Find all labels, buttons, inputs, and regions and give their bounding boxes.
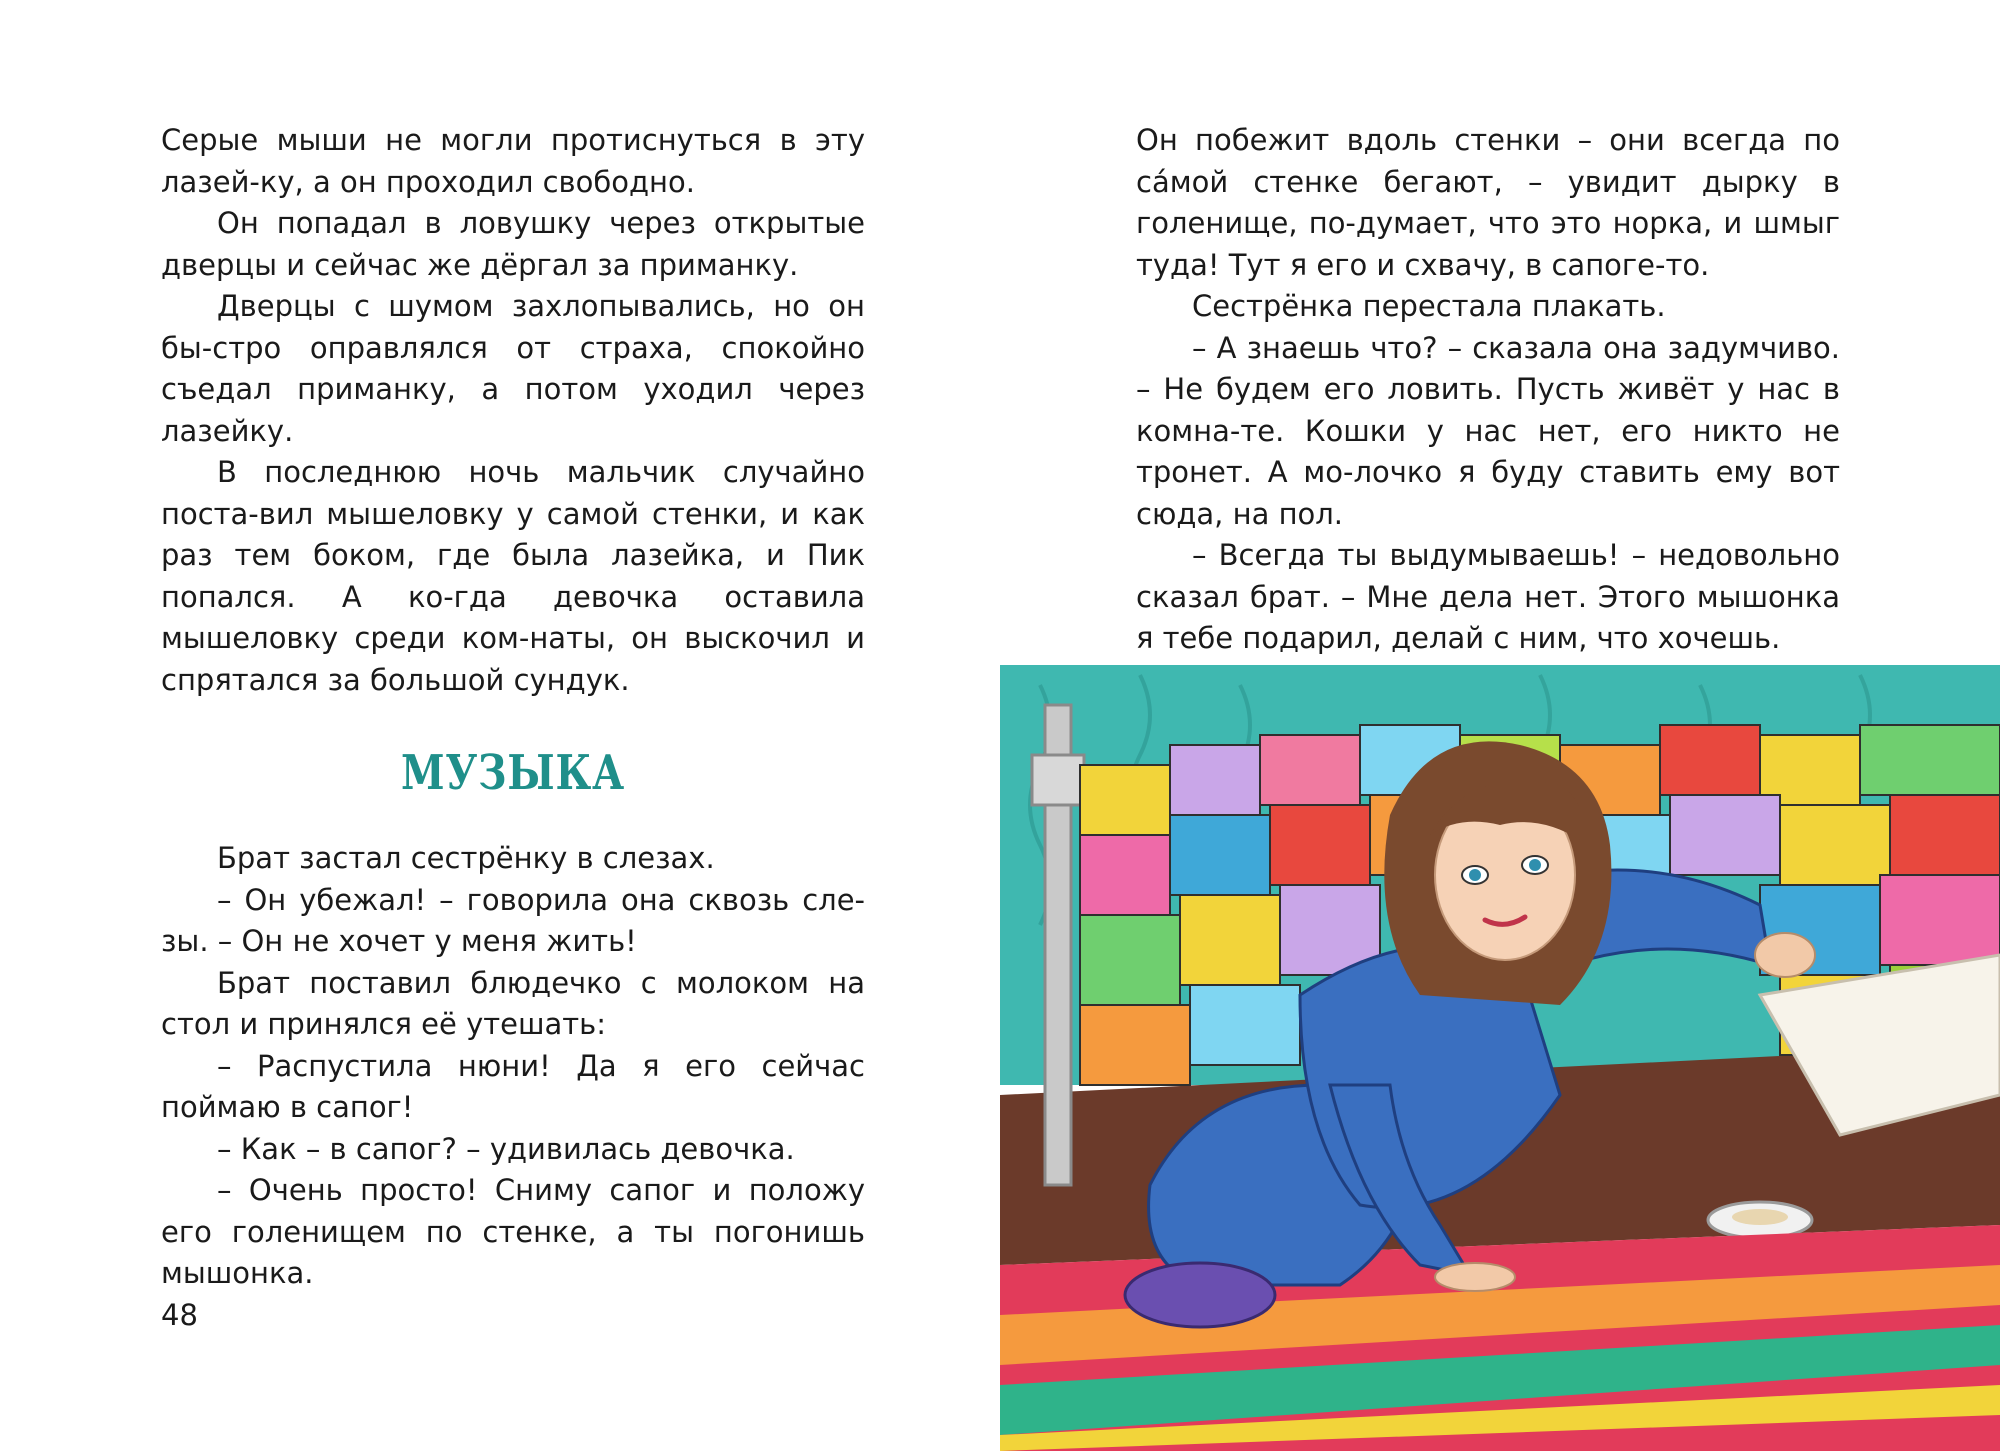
left-paragraph-4: В последнюю ночь мальчик случайно поста-вил мышеловку у самой стенки, и как раз тем боком, где была лазейка, и Пик попался. А ко-гда девочка оставила мышеловку среди ком-наты, он выскочил и спрятался за большой сундук. [161, 455, 865, 697]
section-paragraph-6: – Очень просто! Сниму сапог и положу его голенищем по стенке, а ты погонишь мышонка. [161, 1173, 865, 1290]
right-paragraph-2: Сестрёнка перестала плакать. [1192, 289, 1666, 323]
section-body [161, 838, 865, 1295]
section-paragraph-1: Брат застал сестрёнку в слезах. [217, 841, 715, 875]
right-paragraph-4: – Всегда ты выдумываешь! – недовольно сказал брат. – Мне дела нет. Этого мышонка я тебе подарил, делай с ним, что хочешь. [1136, 538, 1840, 655]
section-paragraph-2: – Он убежал! – говорила она сквозь сле-зы. – Он не хочет у меня жить! [161, 882, 865, 958]
left-paragraph-2: Он попадал в ловушку через открытые дверцы и сейчас же дёргал за приманку. [161, 206, 865, 282]
left-paragraph-3: Дверцы с шумом захлопывались, но он бы-стро оправлялся от страха, спокойно съедал приманку, а потом уходил через лазейку. [161, 289, 865, 448]
section-paragraph-3: Брат поставил блюдечко с молоком на стол и принялся её утешать: [161, 965, 865, 1041]
illustration [1000, 665, 2000, 1451]
right-column [1136, 120, 1840, 660]
left-paragraph-1: Серые мыши не могли протиснуться в эту лазей-ку, а он проходил свободно. [161, 123, 865, 199]
left-column [161, 120, 865, 701]
right-paragraph-3: – А знаешь что? – сказала она задумчиво. – Не будем его ловить. Пусть живёт у нас в комна-те. Кошки у нас нет, его никто не тронет. А мо-лочко я буду ставить ему вот сюда, на пол. [1136, 330, 1840, 531]
page-number: 48 [161, 1298, 198, 1332]
right-paragraph-1: Он побежит вдоль стенки – они всегда по са́мой стенке бегают, – увидит дырку в голенище, по-думает, что это норка, и шмыг туда! Тут я его и схвачу, в сапоге-то. [1136, 123, 1840, 282]
section-title: МУЗЫКА [401, 745, 625, 801]
section-paragraph-5: – Как – в сапог? – удивилась девочка. [217, 1131, 795, 1166]
section-paragraph-4: – Распустила нюни! Да я его сейчас поймаю в сапог! [161, 1048, 865, 1124]
girl-looking-under-bed-illustration [1000, 665, 2000, 1451]
